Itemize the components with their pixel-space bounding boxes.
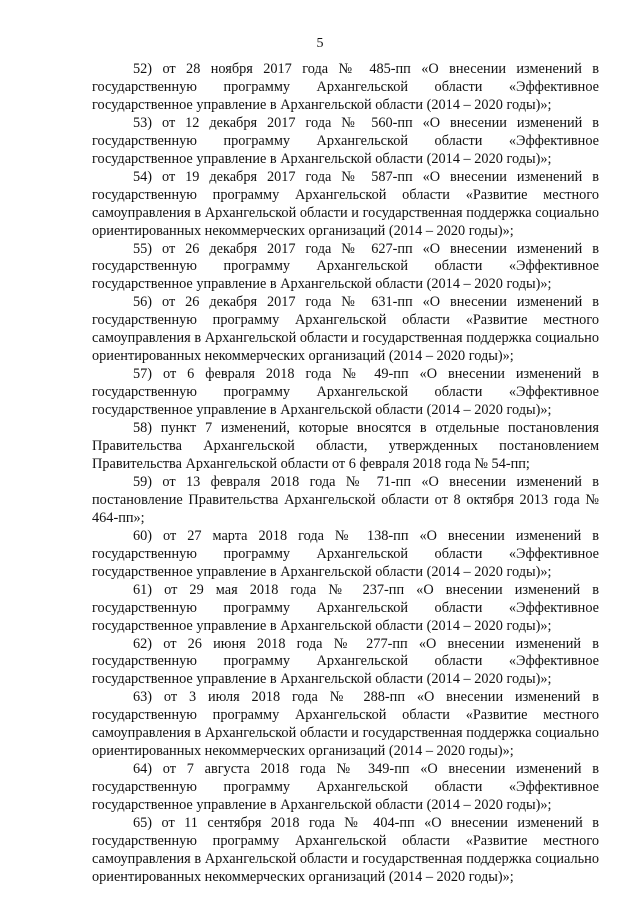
document-body bbox=[92, 61, 599, 887]
list-item: 57) от 6 февраля 2018 года № 49-пп «О внесении изменений в государственную программу Архангельской области «Эффективное государственное управление в Архангельской области (2014 – 2020 годы)»; bbox=[92, 366, 599, 419]
list-item: 64) от 7 августа 2018 года № 349-пп «О внесении изменений в государственную программу Архангельской области «Эффективное государственное управление в Архангельской области (2014 – 2020 годы)»; bbox=[92, 761, 599, 814]
list-item: 60) от 27 марта 2018 года № 138-пп «О внесении изменений в государственную программу Архангельской области «Эффективное государственное управление в Архангельской области (2014 – 2020 годы)»; bbox=[92, 527, 599, 580]
list-item: 59) от 13 февраля 2018 года № 71-пп «О внесении изменений в постановление Правительства Архангельской области от 8 октября 2013 года № 464-пп»; bbox=[92, 473, 599, 526]
list-item: 55) от 26 декабря 2017 года № 627-пп «О внесении изменений в государственную программу Архангельской области «Эффективное государственное управление в Архангельской области (2014 – 2020 годы)»; bbox=[92, 240, 599, 293]
list-item: 63) от 3 июля 2018 года № 288-пп «О внесении изменений в государственную программу Архангельской области «Развитие местного самоуправления в Архангельской области и государственная поддержка социально ориентированных некоммерческих организаций (2014 – 2020 годы)»; bbox=[92, 689, 599, 760]
list-item: 61) от 29 мая 2018 года № 237-пп «О внесении изменений в государственную программу Архангельской области «Эффективное государственное управление в Архангельской области (2014 – 2020 годы)»; bbox=[92, 581, 599, 634]
list-item: 62) от 26 июня 2018 года № 277-пп «О внесении изменений в государственную программу Архангельской области «Эффективное государственное управление в Архангельской области (2014 – 2020 годы)»; bbox=[92, 635, 599, 688]
list-item: 54) от 19 декабря 2017 года № 587-пп «О внесении изменений в государственную программу Архангельской области «Развитие местного самоуправления в Архангельской области и государственная поддержка социально ориентированных некоммерческих организаций (2014 – 2020 годы)»; bbox=[92, 168, 599, 239]
list-item: 65) от 11 сентября 2018 года № 404-пп «О внесении изменений в государственную программу Архангельской области «Развитие местного самоуправления в Архангельской области и государственная поддержка социально ориентированных некоммерческих организаций (2014 – 2020 годы)»; bbox=[92, 815, 599, 885]
list-item: 53) от 12 декабря 2017 года № 560-пп «О внесении изменений в государственную программу Архангельской области «Эффективное государственное управление в Архангельской области (2014 – 2020 годы)»; bbox=[92, 114, 599, 167]
list-item: 52) от 28 ноября 2017 года № 485-пп «О внесении изменений в государственную программу Архангельской области «Эффективное государственное управление в Архангельской области (2014 – 2020 годы)»; bbox=[92, 61, 599, 113]
list-item: 58) пункт 7 изменений, которые вносятся в отдельные постановления Правительства Архангельской области, утвержденных постановлением Правительства Архангельской области от 6 февраля 2018 года № 54-пп; bbox=[92, 420, 599, 472]
page-number: 5 bbox=[316, 36, 324, 51]
list-item: 56) от 26 декабря 2017 года № 631-пп «О внесении изменений в государственную программу Архангельской области «Развитие местного самоуправления в Архангельской области и государственная поддержка социально ориентированных некоммерческих организаций (2014 – 2020 годы)»; bbox=[92, 294, 599, 365]
